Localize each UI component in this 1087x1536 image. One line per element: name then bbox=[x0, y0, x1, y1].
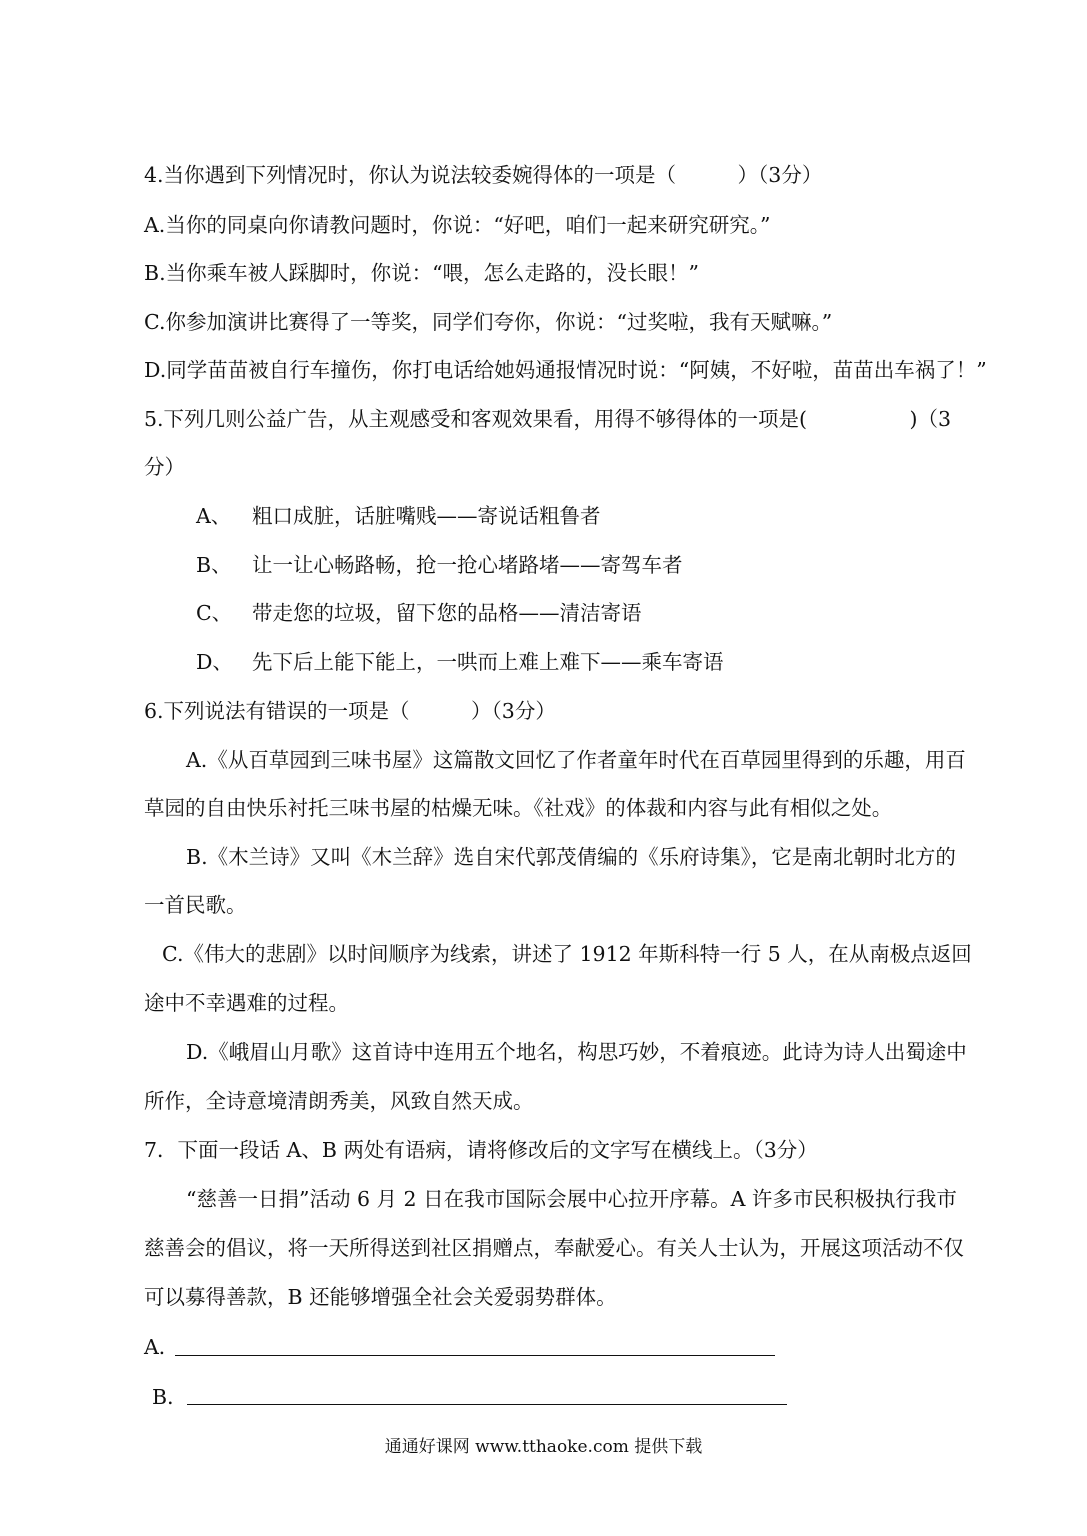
q4-stem: 4.当你遇到下列情况时，你认为说法较委婉得体的一项是（ ）（3分） bbox=[144, 163, 823, 187]
q7-stem: 7．下面一段话 A、B 两处有语病，请将修改后的文字写在横线上。（3分） bbox=[144, 1138, 818, 1162]
q5-stem-line2: 分） bbox=[144, 455, 185, 479]
q5-option-b bbox=[196, 551, 683, 579]
q5-option-c-letter: C、 bbox=[196, 601, 233, 625]
q7-answer-a-line[interactable] bbox=[175, 1355, 775, 1356]
q4-option-d: D.同学苗苗被自行车撞伤，你打电话给她妈通报情况时说：“阿姨，不好啦，苗苗出车祸了！” bbox=[144, 358, 987, 382]
q5-option-c bbox=[196, 599, 642, 627]
q5-option-b-letter: B、 bbox=[196, 553, 232, 577]
q7-passage-line1: “慈善一日捐”活动 6 月 2 日在我市国际会展中心拉开序幕。A 许多市民积极执行我市 bbox=[186, 1187, 957, 1211]
q6-stem: 6.下列说法有错误的一项是（ ）（3分） bbox=[144, 699, 556, 723]
q5-option-a-letter: A、 bbox=[196, 504, 232, 528]
q5-option-c-text: 带走您的垃圾，留下您的品格——清洁寄语 bbox=[252, 601, 642, 625]
q5-option-d-text: 先下后上能下能上，一哄而上难上难下——乘车寄语 bbox=[252, 650, 724, 674]
q6-option-a-line2: 草园的自由快乐衬托三味书屋的枯燥无味。《社戏》的体裁和内容与此有相似之处。 bbox=[144, 796, 893, 820]
q7-answer-a-label: A． bbox=[144, 1335, 180, 1359]
q6-option-d-line1: D.《峨眉山月歌》这首诗中连用五个地名，构思巧妙，不着痕迹。此诗为诗人出蜀途中 bbox=[186, 1040, 967, 1064]
q5-option-a bbox=[196, 502, 601, 530]
q6-option-c-line2: 途中不幸遇难的过程。 bbox=[144, 991, 349, 1015]
q6-option-a-line1: A.《从百草园到三味书屋》这篇散文回忆了作者童年时代在百草园里得到的乐趣，用百 bbox=[186, 748, 966, 772]
q4-option-a: A.当你的同桌向你请教问题时，你说：“好吧，咱们一起来研究研究。” bbox=[144, 213, 771, 237]
q4-option-b: B.当你乘车被人踩脚时，你说：“喂，怎么走路的，没长眼！” bbox=[144, 261, 700, 285]
q5-option-a-text: 粗口成脏，话脏嘴贱——寄说话粗鲁者 bbox=[252, 504, 601, 528]
q5-option-d-letter: D、 bbox=[196, 650, 233, 674]
q5-option-b-text: 让一让心畅路畅，抢一抢心堵路堵——寄驾车者 bbox=[252, 553, 683, 577]
q4-option-c: C.你参加演讲比赛得了一等奖，同学们夸你，你说：“过奖啦，我有天赋嘛。” bbox=[144, 310, 833, 334]
q7-passage-line2: 慈善会的倡议，将一天所得送到社区捐赠点，奉献爱心。有关人士认为，开展这项活动不仅 bbox=[144, 1236, 964, 1260]
q7-passage-line3: 可以募得善款，B 还能够增强全社会关爱弱势群体。 bbox=[144, 1285, 617, 1309]
q5-option-d bbox=[196, 648, 724, 676]
page-footer: 通通好课网 www.tthaoke.com 提供下载 bbox=[384, 1437, 703, 1457]
q5-stem-line1: 5.下列几则公益广告，从主观感受和客观效果看，用得不够得体的一项是( )（3 bbox=[144, 407, 952, 431]
q6-option-d-line2: 所作，全诗意境清朗秀美，风致自然天成。 bbox=[144, 1089, 534, 1113]
q6-option-c-line1: C.《伟大的悲剧》以时间顺序为线索，讲述了 1912 年斯科特一行 5 人，在从南极点返回 bbox=[162, 942, 972, 966]
q6-option-b-line2: 一首民歌。 bbox=[144, 893, 247, 917]
q6-option-b-line1: B.《木兰诗》又叫《木兰辞》选自宋代郭茂倩编的《乐府诗集》，它是南北朝时北方的 bbox=[186, 845, 956, 869]
q7-answer-b-line[interactable] bbox=[187, 1404, 787, 1405]
q7-answer-b-label: B． bbox=[152, 1385, 188, 1409]
